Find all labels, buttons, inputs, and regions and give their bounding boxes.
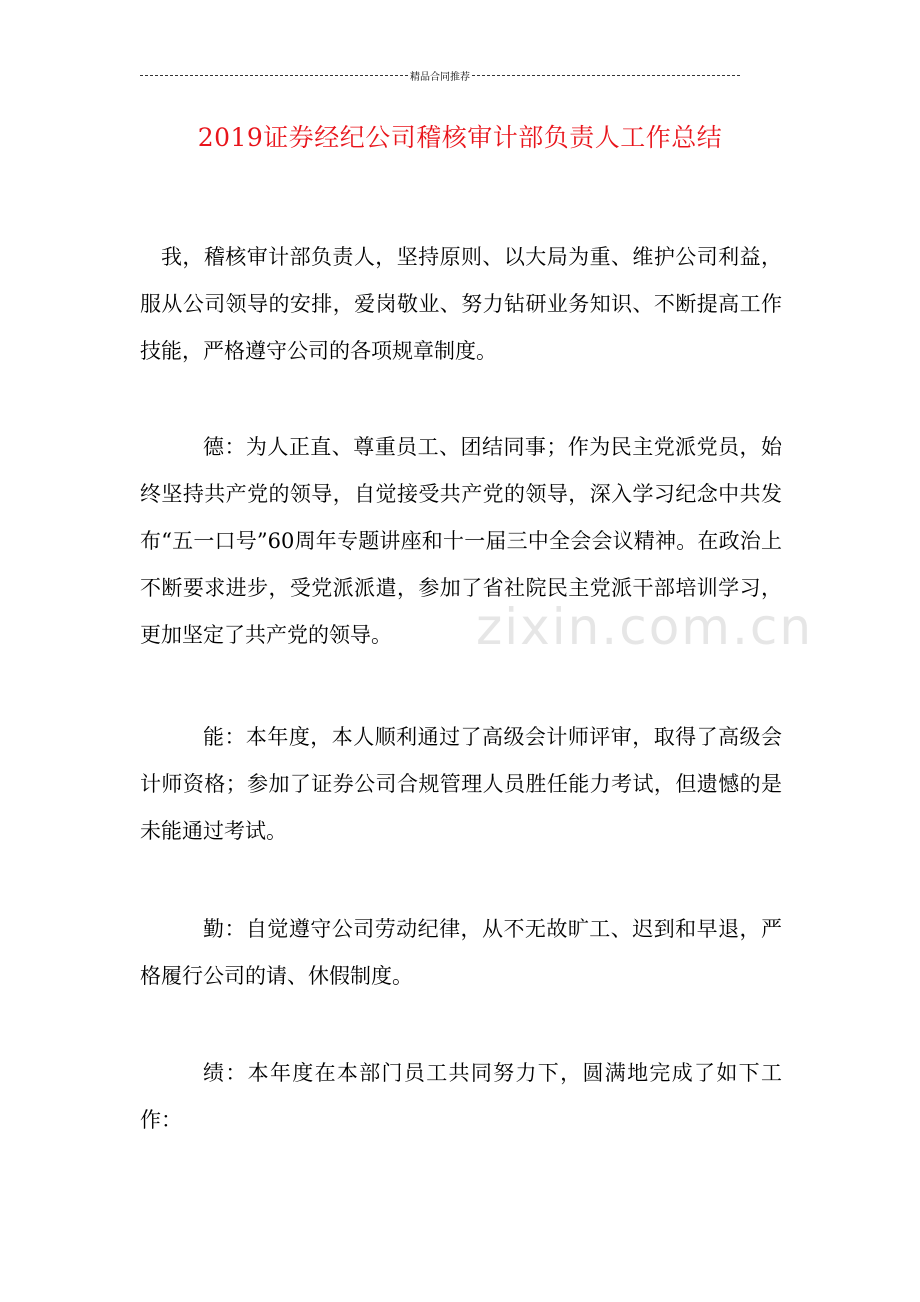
document-title: 2019证券经纪公司稽核审计部负责人工作总结 (197, 123, 723, 152)
paragraph-achievement: 绩：本年度在本部门员工共同努力下，圆满地完成了如下工作： (140, 1061, 782, 1132)
paragraph-intro: 我，稽核审计部负责人，坚持原则、以大局为重、维护公司利益，服从公司领导的安排，爱岗敬业、努力钻研业务知识、不断提高工作技能，严格遵守公司的各项规章制度。 (140, 245, 782, 363)
paragraph-morality: 德：为人正直、尊重员工、团结同事；作为民主党派党员，始终坚持共产党的领导，自觉接受共产党的领导，深入学习纪念中共发布“五一口号”60周年专题讲座和十一届三中全会会议精神。在政治上不断要求进步，受党派派遣，参加了省社院民主党派干部培训学习，更加坚定了共产党的领导。 (140, 435, 782, 647)
header-divider (140, 66, 740, 84)
header-label: 精品合同推荐 (410, 71, 470, 83)
header-dash-right (472, 75, 740, 76)
watermark: zixin.com.cn (476, 598, 814, 656)
header-dash-left (140, 75, 408, 76)
paragraph-diligence: 勤：自觉遵守公司劳动纪律，从不无故旷工、迟到和早退，严格履行公司的请、休假制度。 (140, 917, 782, 988)
paragraph-ability: 能：本年度，本人顺利通过了高级会计师评审，取得了高级会计师资格；参加了证券公司合规管理人员胜任能力考试，但遗憾的是未能通过考试。 (140, 725, 782, 843)
